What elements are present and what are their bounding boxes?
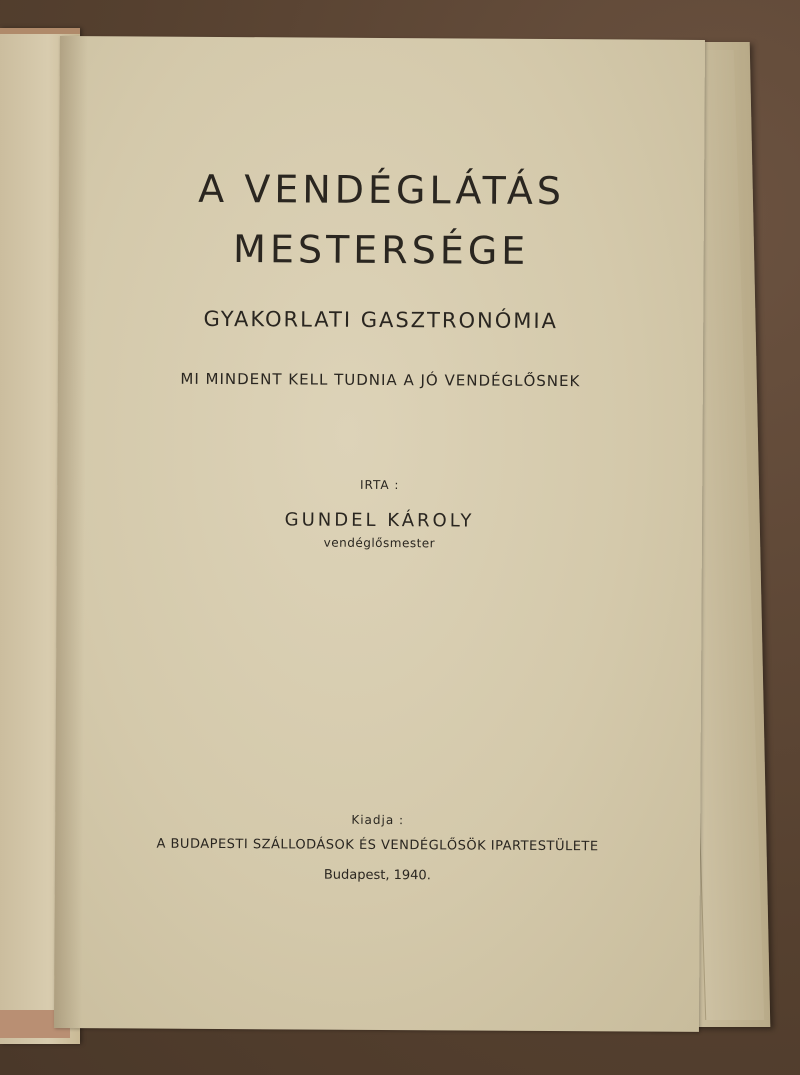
author-label: IRTA :	[359, 477, 400, 493]
author-title: vendéglősmester	[323, 535, 436, 551]
book-title-line-2: MESTERSÉGE	[232, 227, 530, 273]
place-and-date: Budapest, 1940.	[323, 867, 431, 884]
book-title-line-1: A VENDÉGLÁTÁS	[198, 166, 566, 214]
publisher-label: Kiadja :	[351, 812, 405, 828]
author-name: GUNDEL KÁROLY	[284, 509, 475, 532]
book-subtitle: GYAKORLATI GASZTRONÓMIA	[203, 306, 559, 334]
book-tagline: MI MINDENT KELL TUDNIA A JÓ VENDÉGLŐSNEK	[180, 369, 581, 391]
publisher-name: A BUDAPESTI SZÁLLODÁSOK ÉS VENDÉGLŐSÖK IPARTESTÜLETE	[156, 836, 599, 855]
title-page	[54, 36, 705, 1032]
